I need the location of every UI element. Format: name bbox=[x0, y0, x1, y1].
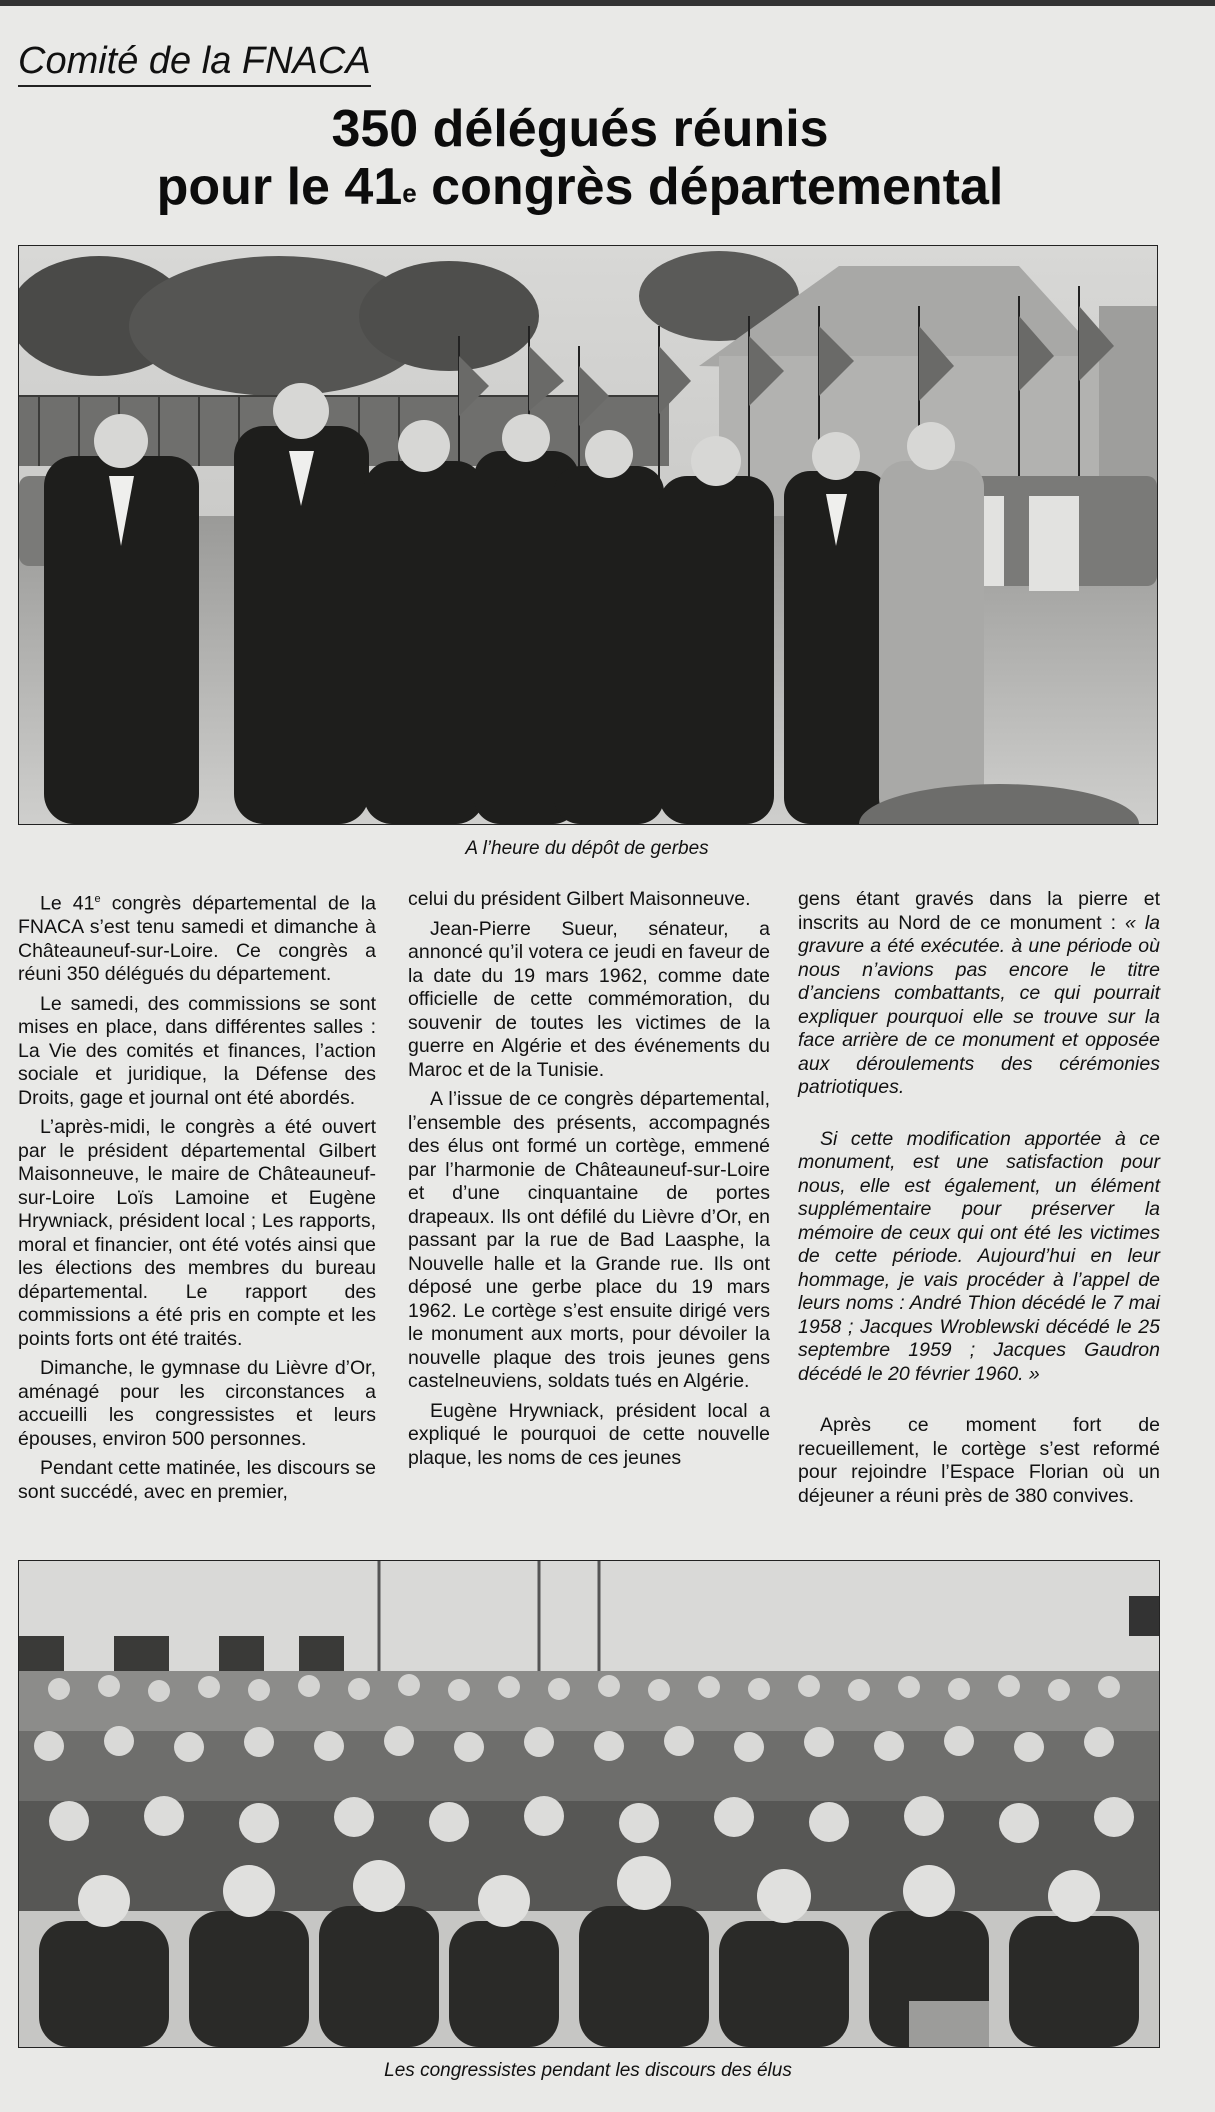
photo-congress-attendees-image bbox=[19, 1561, 1159, 2047]
col2-paragraph-2: Jean-Pierre Sueur, sénateur, a annoncé qu’il votera ce jeudi en faveur de la date du 19 mars 1962, comme date officielle de cette commémoration, du souvenir de toutes les victimes de la guerre en Algérie et des événements du Maroc et de la Tunisie. bbox=[408, 917, 770, 1081]
photo-wreath-caption: A l’heure du dépôt de gerbes bbox=[465, 838, 709, 859]
photo-congress-attendees bbox=[18, 1560, 1160, 2048]
article-column-1 bbox=[18, 888, 376, 1504]
col3-p1-start: gens étant gravés dans la pierre et inscrits au Nord de ce monument : bbox=[798, 888, 1160, 934]
headline-line-2-post: congrès départemental bbox=[416, 158, 1004, 216]
headline-line-2-pre: pour le 41 bbox=[156, 158, 403, 216]
photo-congress-caption: Les congressistes pendant les discours des élus bbox=[384, 2060, 792, 2081]
col1-p1-superscript: e bbox=[94, 893, 101, 905]
col3-p1-quote: « la gravure a été exécutée. à une période où nous n’avions pas encore le titre d’anciens combattants, ce qui pourrait expliquer pourquoi elle se trouve sur la face arrière de ce monument et opposée aux déroulements des cérémonies patriotiques. bbox=[798, 911, 1160, 1098]
article-column-3 bbox=[798, 888, 1160, 1508]
headline-superscript: e bbox=[402, 178, 417, 208]
col3-paragraph-1 bbox=[798, 888, 1160, 1100]
headline bbox=[60, 100, 1100, 216]
col1-paragraph-5: Pendant cette matinée, les discours se sont succédé, avec en premier, bbox=[18, 1457, 376, 1503]
col2-paragraph-3: A l’issue de ce congrès départemental, l’ensemble des présents, accompagnés des élus ont formé un cortège, emmené par l’harmonie de Châteauneuf-sur-Loire et d’une cinquantaine de portes drapeaux. Ils ont défilé du Lièvre d’Or, en passant par la rue de Bad Laasphe, la Nouvelle halle et la Grande rue. Ils ont déposé une gerbe place du 19 mars 1962. Le cortège s’est ensuite dirigé vers le monument aux morts, pour dévoiler la nouvelle plaque des trois jeunes gens castelneuviens, soldats tués en Algérie. bbox=[408, 1088, 770, 1392]
headline-line-2 bbox=[60, 158, 1100, 216]
col3-paragraph-2 bbox=[798, 1128, 1160, 1387]
col1-p1-rest: congrès départemental de la FNACA s’est tenu samedi et dimanche à Châteauneuf-sur-Loire. Ce congrès a réuni 350 délégués du département. bbox=[18, 892, 376, 985]
photo-wreath-ceremony bbox=[18, 245, 1158, 825]
col1-paragraph-4: Dimanche, le gymnase du Lièvre d’Or, aménagé pour les circonstances a accueilli les congressistes et leurs épouses, environ 500 personnes. bbox=[18, 1357, 376, 1450]
col1-paragraph-3: L’après-midi, le congrès a été ouvert par le président départemental Gilbert Maisonneuve, le maire de Châteauneuf-sur-Loire Loïs Lamoine et Eugène Hrywniack, président local ; Les rapports, moral et financier, ont été votés ainsi que les élections des membres du bureau départemental. Le rapport des commissions a été pris en compte et les points forts ont été traités. bbox=[18, 1116, 376, 1350]
photo-wreath-ceremony-image bbox=[19, 246, 1157, 824]
headline-line-1: 350 délégués réunis bbox=[331, 100, 829, 158]
col1-paragraph-2: Le samedi, des commissions se sont mises en place, dans différentes salles : La Vie des comités et finances, l’action sociale et juridique, la Défense des Droits, gage et journal ont été abordés. bbox=[18, 992, 376, 1109]
col2-paragraph-1: celui du président Gilbert Maisonneuve. bbox=[408, 888, 751, 910]
col3-p2-quote: Si cette modification apportée à ce monument, est une satisfaction pour nous, elle est également, un élément supplémentaire pour préserver la mémoire de ceux qui ont été les victimes de cette période. Aujourd’hui en leur hommage, je vais procéder à l’appel de leurs noms : André Thion décédé le 7 mai 1958 ; Jacques Wroblewski décédé le 25 septembre 1959 ; Jacques Gaudron décédé le 20 février 1960. » bbox=[798, 1127, 1160, 1385]
col3-paragraph-3: Après ce moment fort de recueillement, le cortège s’est reformé pour rejoindre l’Espace Florian où un déjeuner a réuni près de 380 convives. bbox=[798, 1414, 1160, 1507]
col2-paragraph-4: Eugène Hrywniack, président local a expliqué le pourquoi de cette nouvelle plaque, les noms de ces jeunes bbox=[408, 1399, 770, 1469]
col1-paragraph-1 bbox=[18, 888, 376, 987]
article-column-2 bbox=[408, 888, 770, 1470]
top-rule bbox=[0, 0, 1215, 6]
col1-p1-start: Le 41 bbox=[40, 892, 95, 915]
section-kicker: Comité de la FNACA bbox=[18, 40, 371, 87]
